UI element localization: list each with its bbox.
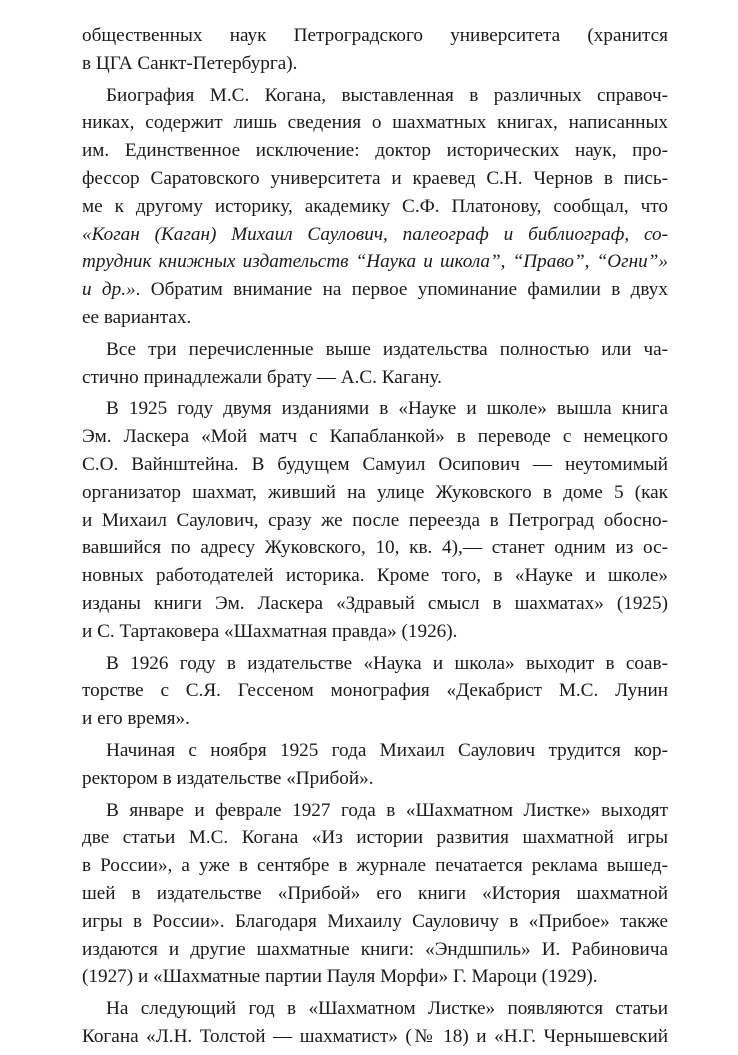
text-line: шей в издательстве «Прибой» его книги «История шахматной xyxy=(82,882,668,904)
text-line: вавшийся по адресу Жуковского, 10, кв. 4),— станет одним из ос- xyxy=(82,537,668,559)
text-line: Начиная с ноября 1925 года Михаил Саулович трудится кор- xyxy=(106,739,668,761)
text-line: В январе и феврале 1927 года в «Шахматном Листке» выходят xyxy=(106,799,668,821)
text-line: Все три перечисленные выше издательства полностью или ча- xyxy=(106,338,668,360)
text-line: в ЦГА Санкт-Петербурга). xyxy=(82,52,298,74)
text-line: общественных наук Петроградского университета (хранится xyxy=(82,25,668,46)
paragraph xyxy=(82,395,668,645)
quotation-italic: «Коган (Каган) Михаил Саулович, палеограф и библиограф, со- xyxy=(82,223,668,245)
text-line: На следующий год в «Шахматном Листке» появляются статьи xyxy=(106,998,668,1020)
text-line: фессор Саратовского университета и краевед С.Н. Чернов в пись- xyxy=(82,167,668,189)
text-line: изданы книги Эм. Ласкера «Здравый смысл в шахматах» (1925) xyxy=(82,592,668,614)
paragraph xyxy=(82,336,668,392)
text-line: две статьи М.С. Когана «Из истории развития шахматной игры xyxy=(82,827,668,849)
text-line: издаются и другие шахматные книги: «Эндшпиль» И. Рабиновича xyxy=(82,938,668,960)
text-line: стично принадлежали брату — А.С. Кагану. xyxy=(82,366,442,388)
paragraph xyxy=(82,82,668,332)
paragraph xyxy=(82,737,668,793)
text-line: игры в России». Благодаря Михаилу Сауловичу в «Прибое» также xyxy=(82,910,668,932)
text-line: Когана «Л.Н. Толстой — шахматист» (№ 18) и «Н.Г. Чернышевский xyxy=(82,1025,668,1047)
text-line xyxy=(82,221,668,249)
text-run: . Обратим внимание на первое упоминание фамилии в двух xyxy=(135,279,668,301)
text-line: С.О. Вайнштейна. В будущем Самуил Осипович — неутомимый xyxy=(82,453,668,475)
paragraph xyxy=(82,22,668,78)
text-line xyxy=(82,248,668,276)
text-line: никах, содержит лишь сведения о шахматных книгах, написанных xyxy=(82,112,668,134)
text-line: Эм. Ласкера «Мой матч с Капабланкой» в переводе с немецкого xyxy=(82,426,668,448)
text-line: новных работодателей историка. Кроме того, в «Науке и школе» xyxy=(82,565,668,587)
text-line: им. Единственное исключение: доктор исторических наук, про- xyxy=(82,140,668,162)
text-line: ректором в издательстве «Прибой». xyxy=(82,767,374,789)
paragraph xyxy=(82,650,668,733)
text-line: и его время». xyxy=(82,708,190,730)
text-line: ме к другому историку, академику С.Ф. Платонову, сообщал, что xyxy=(82,195,668,217)
text-line: ее вариантах. xyxy=(82,306,192,328)
text-line: и С. Тартаковера «Шахматная правда» (1926). xyxy=(82,620,458,642)
text-line: В 1925 году двумя изданиями в «Науке и школе» вышла книга xyxy=(106,398,668,420)
text-line: В 1926 году в издательстве «Наука и школа» выходит в соав- xyxy=(106,652,668,674)
paragraph xyxy=(82,797,668,992)
book-page xyxy=(82,22,668,1055)
text-line: и Михаил Саулович, сразу же после переезда в Петроград обосно- xyxy=(82,509,668,531)
quotation-italic: и др.» xyxy=(82,279,136,301)
text-line: торстве с С.Я. Гессеном монография «Декабрист М.С. Лунин xyxy=(82,680,668,702)
text-line: организатор шахмат, живший на улице Жуковского в доме 5 (как xyxy=(82,481,668,503)
paragraph xyxy=(82,995,668,1051)
quotation-italic: трудник книжных издательств “Наука и школа”, “Право”, “Огни”» xyxy=(82,251,668,273)
text-line: (1927) и «Шахматные партии Пауля Морфи» Г. Мароци (1929). xyxy=(82,966,598,988)
text-line: Биография М.С. Когана, выставленная в различных справоч- xyxy=(106,84,668,106)
text-line: в России», а уже в сентябре в журнале печатается реклама вышед- xyxy=(82,855,668,877)
text-line xyxy=(82,276,668,304)
